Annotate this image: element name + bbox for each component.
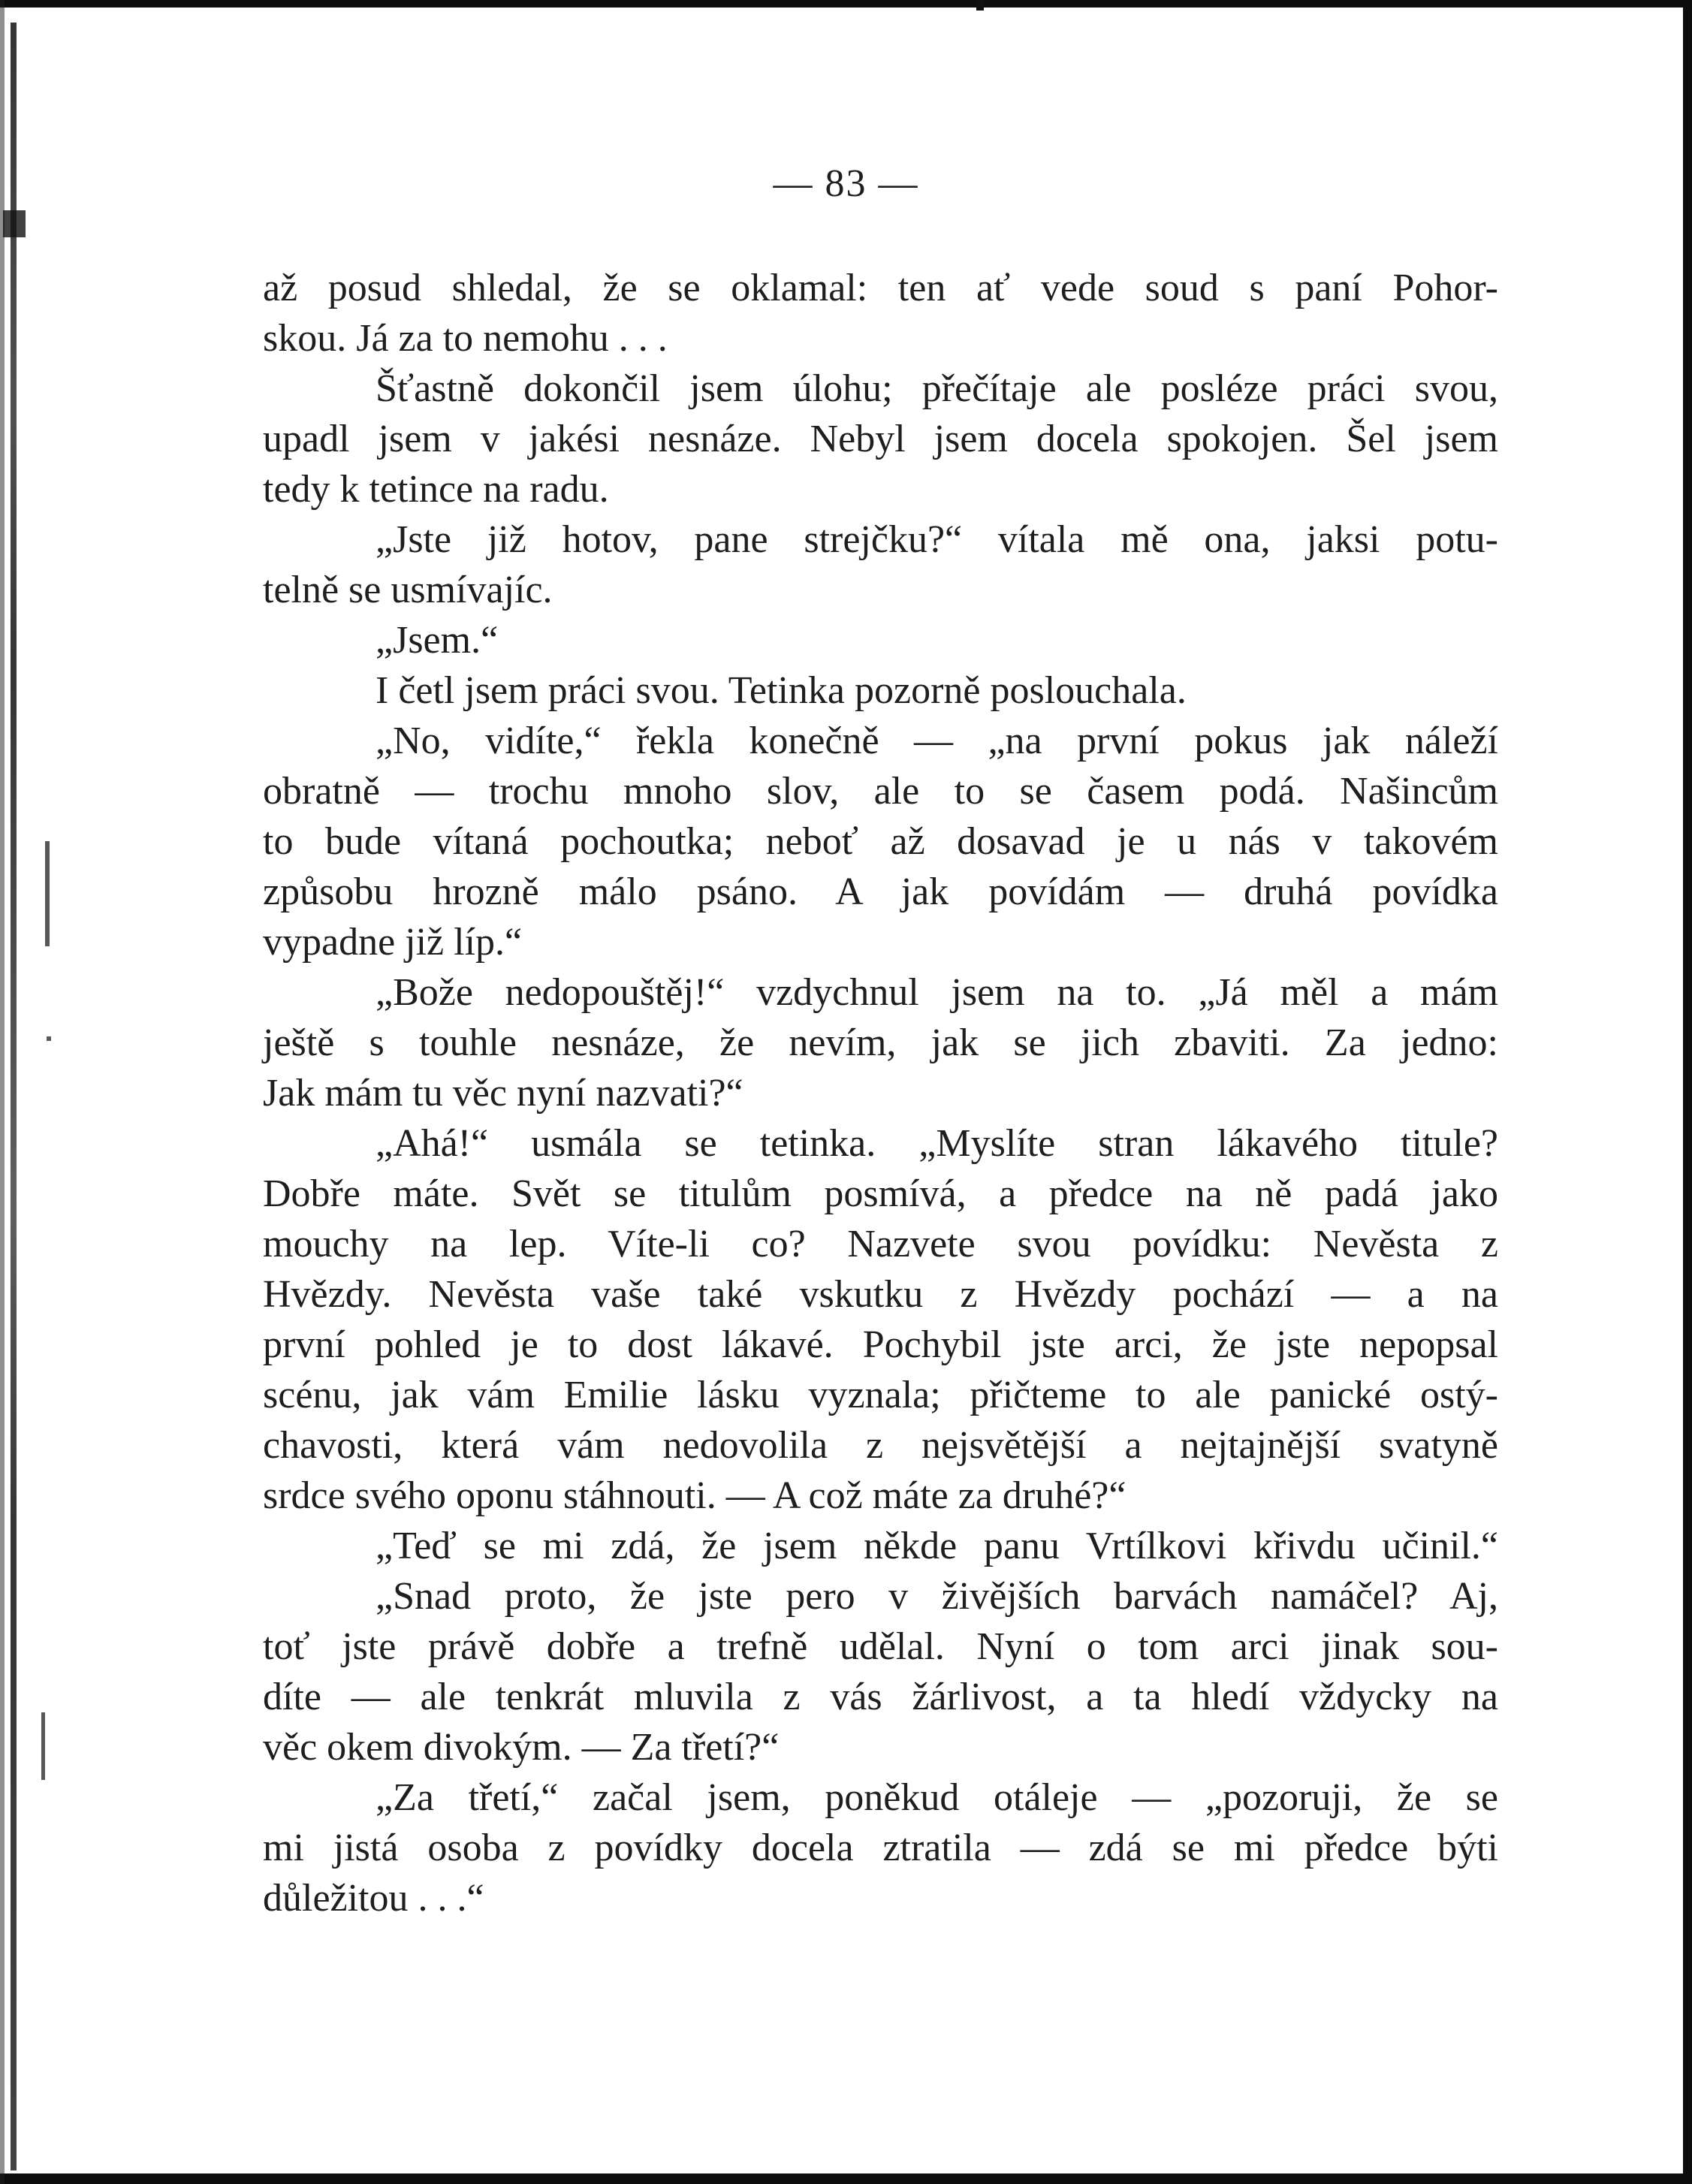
text-line: „Teď se mi zdá, že jsem někde panu Vrtílkovi křivdu učinil.“ (375, 1525, 1498, 1567)
text-line: obratně — trochu mnoho slov, ale to se časem podá. Našincům (263, 770, 1498, 813)
text-line: díte — ale tenkrát mluvila z vás žárlivost, a ta hledí vždycky na (263, 1676, 1498, 1718)
text-line: srdce svého oponu stáhnouti. — A což máte za druhé?“ (263, 1474, 1126, 1517)
text-line: Dobře máte. Svět se titulům posmívá, a předce na ně padá jako (263, 1172, 1498, 1215)
scan-mark (47, 1036, 51, 1041)
text-line: „No, vidíte,“ řekla konečně — „na první pokus jak náleží (375, 719, 1498, 762)
text-line: ještě s touhle nesnáze, že nevím, jak se jich zbaviti. Za jedno: (263, 1021, 1498, 1064)
scan-mark (976, 0, 984, 11)
text-line: „Za třetí,“ začal jsem, poněkud otáleje — „pozoruji, že se (375, 1776, 1498, 1819)
text-line: I četl jsem práci svou. Tetinka pozorně poslouchala. (375, 669, 1187, 712)
page-number: — 83 — (773, 162, 919, 205)
text-line: „Bože nedopouštěj!“ vzdychnul jsem na to. „Já měl a mám (375, 971, 1498, 1014)
text-line: Jak mám tu věc nyní nazvati?“ (263, 1072, 743, 1115)
scan-mark (41, 1712, 45, 1780)
text-line: telně se usmívajíc. (263, 569, 553, 611)
text-line: vypadne již líp.“ (263, 921, 523, 964)
text-line: „Ahá!“ usmála se tetinka. „Myslíte stran lákavého titule? (375, 1122, 1498, 1165)
text-line: „Jsem.“ (375, 619, 499, 662)
text-line: až posud shledal, že se oklamal: ten ať vede soud s paní Pohor- (263, 267, 1498, 309)
text-line: mi jistá osoba z povídky docela ztratila — zdá se mi předce býti (263, 1827, 1498, 1869)
text-line: „Jste již hotov, pane strejčku?“ vítala mě ona, jaksi potu- (375, 518, 1498, 561)
text-line: skou. Já za to nemohu . . . (263, 317, 668, 360)
text-line: věc okem divokým. — Za třetí?“ (263, 1726, 780, 1769)
text-line: „Snad proto, že jste pero v živějších barvách namáčel? Aj, (375, 1575, 1498, 1618)
scan-edge-left-outer (0, 0, 5, 2184)
text-line: způsobu hrozně málo psáno. A jak povídám — druhá povídka (263, 870, 1498, 913)
text-line: důležitou . . .“ (263, 1877, 484, 1920)
text-line: scénu, jak vám Emilie lásku vyznala; přičteme to ale panické ostý- (263, 1374, 1498, 1416)
text-line: to bude vítaná pochoutka; neboť až dosavad je u nás v takovém (263, 820, 1498, 863)
scan-mark (3, 210, 26, 237)
text-line: chavosti, která vám nedovolila z nejsvětější a nejtajnější svatyně (263, 1424, 1498, 1467)
text-line: toť jste právě dobře a trefně udělal. Nyní o tom arci jinak sou- (263, 1625, 1498, 1668)
scan-edge-left (11, 23, 17, 2170)
text-line: první pohled je to dost lákavé. Pochybil jste arci, že jste nepopsal (263, 1323, 1498, 1366)
text-line: mouchy na lep. Víte-li co? Nazvete svou povídku: Nevěsta z (263, 1223, 1498, 1265)
text-line: Šťastně dokončil jsem úlohu; přečítaje ale posléze práci svou, (375, 367, 1498, 410)
text-line: Hvězdy. Nevěsta vaše také vskutku z Hvězdy pochází — a na (263, 1273, 1498, 1316)
text-line: upadl jsem v jakési nesnáze. Nebyl jsem docela spokojen. Šel jsem (263, 418, 1498, 460)
scan-mark (45, 841, 50, 946)
page-text (263, 263, 1498, 1923)
text-line: tedy k tetince na radu. (263, 468, 609, 511)
